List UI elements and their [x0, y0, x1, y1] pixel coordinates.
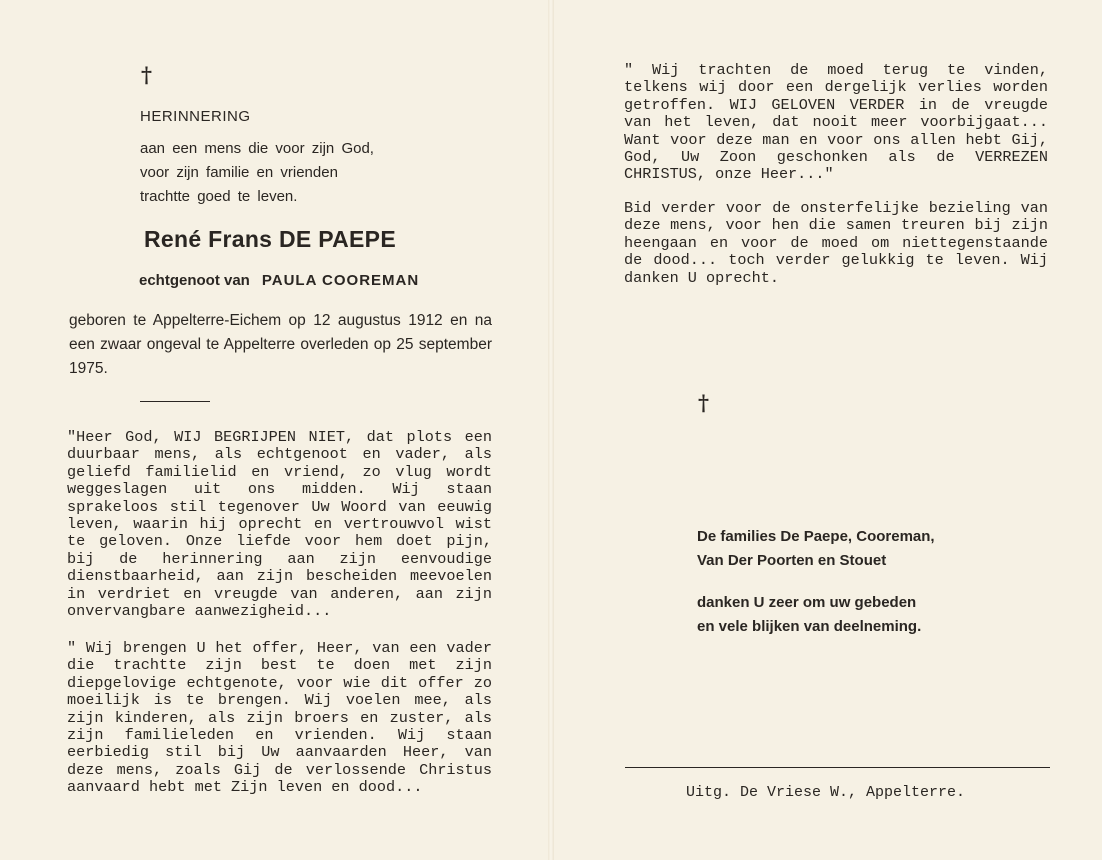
publisher: Uitg. De Vriese W., Appelterre. [686, 784, 966, 801]
divider [625, 767, 1050, 768]
thanks-text [697, 591, 921, 639]
intro-line: trachtte goed te leven. [140, 188, 298, 205]
deceased-name: René Frans DE PAEPE [144, 226, 396, 252]
card-fold [548, 0, 554, 860]
families-line: Van Der Poorten en Stouet [697, 552, 887, 569]
families-line: De families De Paepe, Cooreman, [697, 528, 935, 545]
prayer-paragraph-1: "Heer God, WIJ BEGRIJPEN NIET, dat plots een duurbaar mens, als echtgenoot en vader, als geliefd familielid en vriend, zo vlug wordt weggeslagen uit ons midden. Wij staan sprakeloos stil tegenover Uw Woord van eeuwig leven, waarin hij oprecht en vertrouwvol wist te geloven. Onze liefde voor hem doet pijn, bij de herinnering aan zijn eenvoudige dienstbaarheid, aan zijn bescheiden meevoelen in verdriet en vreugde van anderen, aan zijn onvervangbare aanwezigheid... [67, 428, 492, 621]
thanks-line: danken U zeer om uw gebeden [697, 594, 917, 611]
thanks-line: en vele blijken van deelneming. [697, 618, 922, 635]
families-text [697, 525, 935, 573]
cross-icon: † [698, 390, 709, 415]
intro-line: aan een mens die voor zijn God, [140, 140, 374, 157]
prayer-paragraph-2: " Wij brengen U het offer, Heer, van een vader die trachtte zijn best te doen met zijn diepgelovige echtgenote, voor wie dit offer zo moeilijk is te brengen. Wij voelen mee, als zijn kinderen, als zijn broers en zuster, als zijn familieleden en vrienden. Wij staan eerbiedig stil bij Uw aanvaarden Heer, van deze mens, zoals Gij de verlossende Christus aanvaard hebt met Zijn leven en dood... [67, 639, 492, 797]
birth-death-text: geboren te Appelterre-Eichem op 12 augustus 1912 en na een zwaar ongeval te Appelterre overleden op 25 september 1975. [69, 312, 492, 377]
prayer-paragraph-3: " Wij trachten de moed terug te vinden, telkens wij door een dergelijk verlies worden getroffen. WIJ GELOVEN VERDER in de vreugde van het leven, dat nooit meer voorbijgaat... Want voor deze man en voor ons allen hebt Gij, God, Uw Zoon geschonken als de VERREZEN CHRISTUS, onze Heer..." [624, 61, 1048, 184]
spouse-prefix: echtgenoot van [139, 272, 250, 289]
divider [140, 401, 210, 402]
intro-text [140, 137, 374, 209]
heading: HERINNERING [140, 108, 251, 125]
spouse-name: PAULA COOREMAN [261, 272, 420, 289]
spouse-line [139, 272, 419, 289]
prayer-paragraph-4: Bid verder voor de onsterfelijke bezieling van deze mens, voor hen die samen treuren bij zijn heengaan en voor de moed om niettegenstaande de dood... toch verder gelukkig te leven. Wij danken U oprecht. [624, 199, 1048, 287]
intro-line: voor zijn familie en vrienden [140, 164, 338, 181]
cross-icon: † [141, 62, 152, 87]
